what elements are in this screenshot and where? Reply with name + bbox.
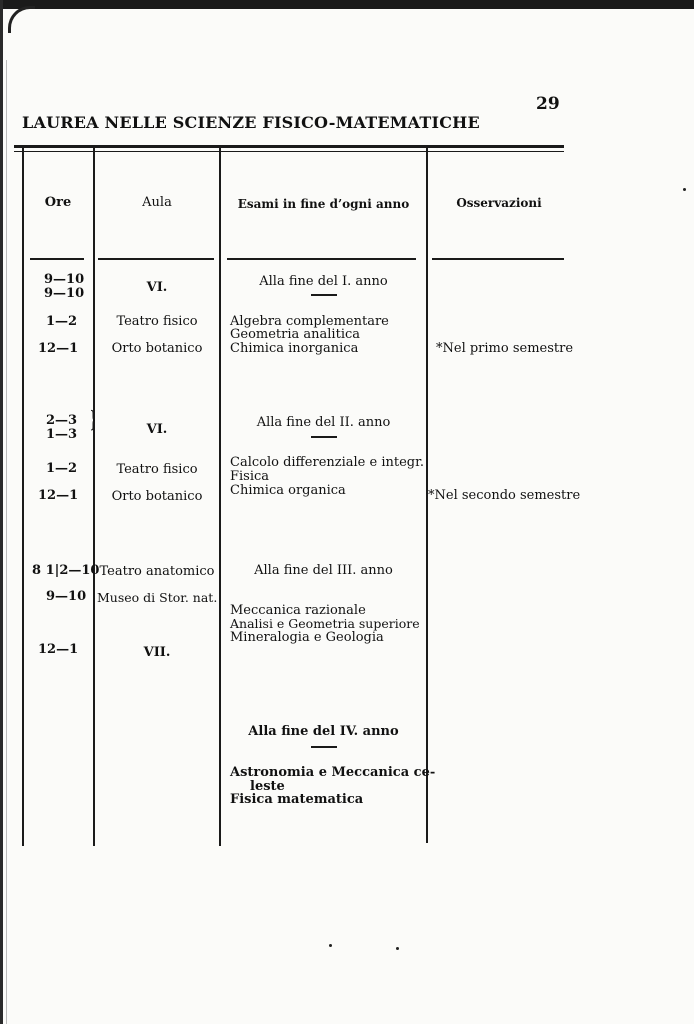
- exam-item: Fisica matematica: [230, 792, 364, 807]
- exam-item: Chimica organica: [230, 483, 346, 498]
- exam-item: Fisica: [230, 469, 270, 484]
- observation-note: *Nel primo semestre: [436, 341, 574, 356]
- ore-cell: 9—10: [44, 272, 85, 287]
- table-top-rule: [14, 145, 564, 148]
- header-rule-osservazioni: [432, 258, 564, 260]
- exam-item: Calcolo differenziale e integr.: [230, 455, 425, 470]
- ore-cell: 1—3: [46, 427, 78, 442]
- aula-cell: VII.: [143, 645, 171, 660]
- year-heading: Alla fine del III. anno: [254, 563, 393, 578]
- page-title: LAUREA NELLE SCIENZE FISICO-MATEMATICHE: [22, 113, 480, 132]
- ore-cell: 12—1: [38, 488, 79, 503]
- ink-speck: [683, 188, 686, 191]
- header-rule-esami: [227, 258, 416, 260]
- header-rule-aula: [98, 258, 214, 260]
- aula-cell: Orto botanico: [111, 341, 203, 356]
- header-ore: Ore: [44, 195, 72, 210]
- aula-cell: Teatro fisico: [116, 462, 198, 477]
- ore-cell: 8 1|2—10: [32, 563, 100, 578]
- aula-cell: Teatro anatomico: [99, 564, 215, 579]
- aula-cell: VI.: [146, 422, 168, 437]
- ink-speck: [329, 944, 332, 947]
- page-left-edge-line: [6, 60, 7, 1024]
- exam-item: Algebra complementare: [230, 314, 389, 329]
- ore-cell: 12—1: [38, 341, 79, 356]
- aula-cell: Teatro fisico: [116, 314, 198, 329]
- ore-cell: 1—2: [46, 314, 78, 329]
- column-divider-aula-esami: [219, 148, 221, 846]
- year-heading: Alla fine del II. anno: [256, 415, 391, 430]
- ink-speck: [396, 947, 399, 950]
- header-esami: Esami in fine d’ogni anno: [237, 197, 410, 211]
- header-rule-ore: [30, 258, 84, 260]
- ore-cell: 9—10: [46, 589, 87, 604]
- heading-dash: [311, 436, 337, 438]
- page-number: 29: [536, 94, 560, 114]
- heading-dash: [311, 746, 337, 748]
- column-divider-left: [22, 148, 24, 846]
- header-aula: Aula: [142, 195, 172, 210]
- observation-note: *Nel secondo semestre: [428, 488, 581, 503]
- ore-cell: 12—1: [38, 642, 79, 657]
- exam-item: Meccanica razionale: [230, 603, 366, 618]
- aula-cell: VI.: [146, 280, 168, 295]
- exam-item: Chimica inorganica: [230, 341, 359, 356]
- aula-cell: Orto botanico: [111, 489, 203, 504]
- table-top-rule-thin: [14, 151, 564, 152]
- brace-mark: }: [89, 408, 97, 433]
- aula-cell: Museo di Stor. nat.: [97, 590, 218, 605]
- exam-item: Analisi e Geometria superiore: [230, 616, 420, 631]
- exam-item: Mineralogia e Geologia: [230, 630, 384, 645]
- exam-item: leste: [250, 779, 285, 794]
- header-osservazioni: Osservazioni: [456, 196, 542, 210]
- exam-item: Geometria analitica: [230, 327, 361, 342]
- year-heading: Alla fine del IV. anno: [248, 724, 399, 739]
- page-corner-curl: [8, 6, 35, 33]
- ore-cell: 2—3: [46, 413, 78, 428]
- heading-dash: [311, 294, 337, 296]
- exam-item: Astronomia e Meccanica ce-: [230, 765, 436, 780]
- page-left-edge: [0, 0, 3, 1024]
- year-heading: Alla fine del I. anno: [259, 274, 388, 289]
- ore-cell: 9—10: [44, 286, 85, 301]
- page-top-shadow: [0, 0, 694, 9]
- ore-cell: 1—2: [46, 461, 78, 476]
